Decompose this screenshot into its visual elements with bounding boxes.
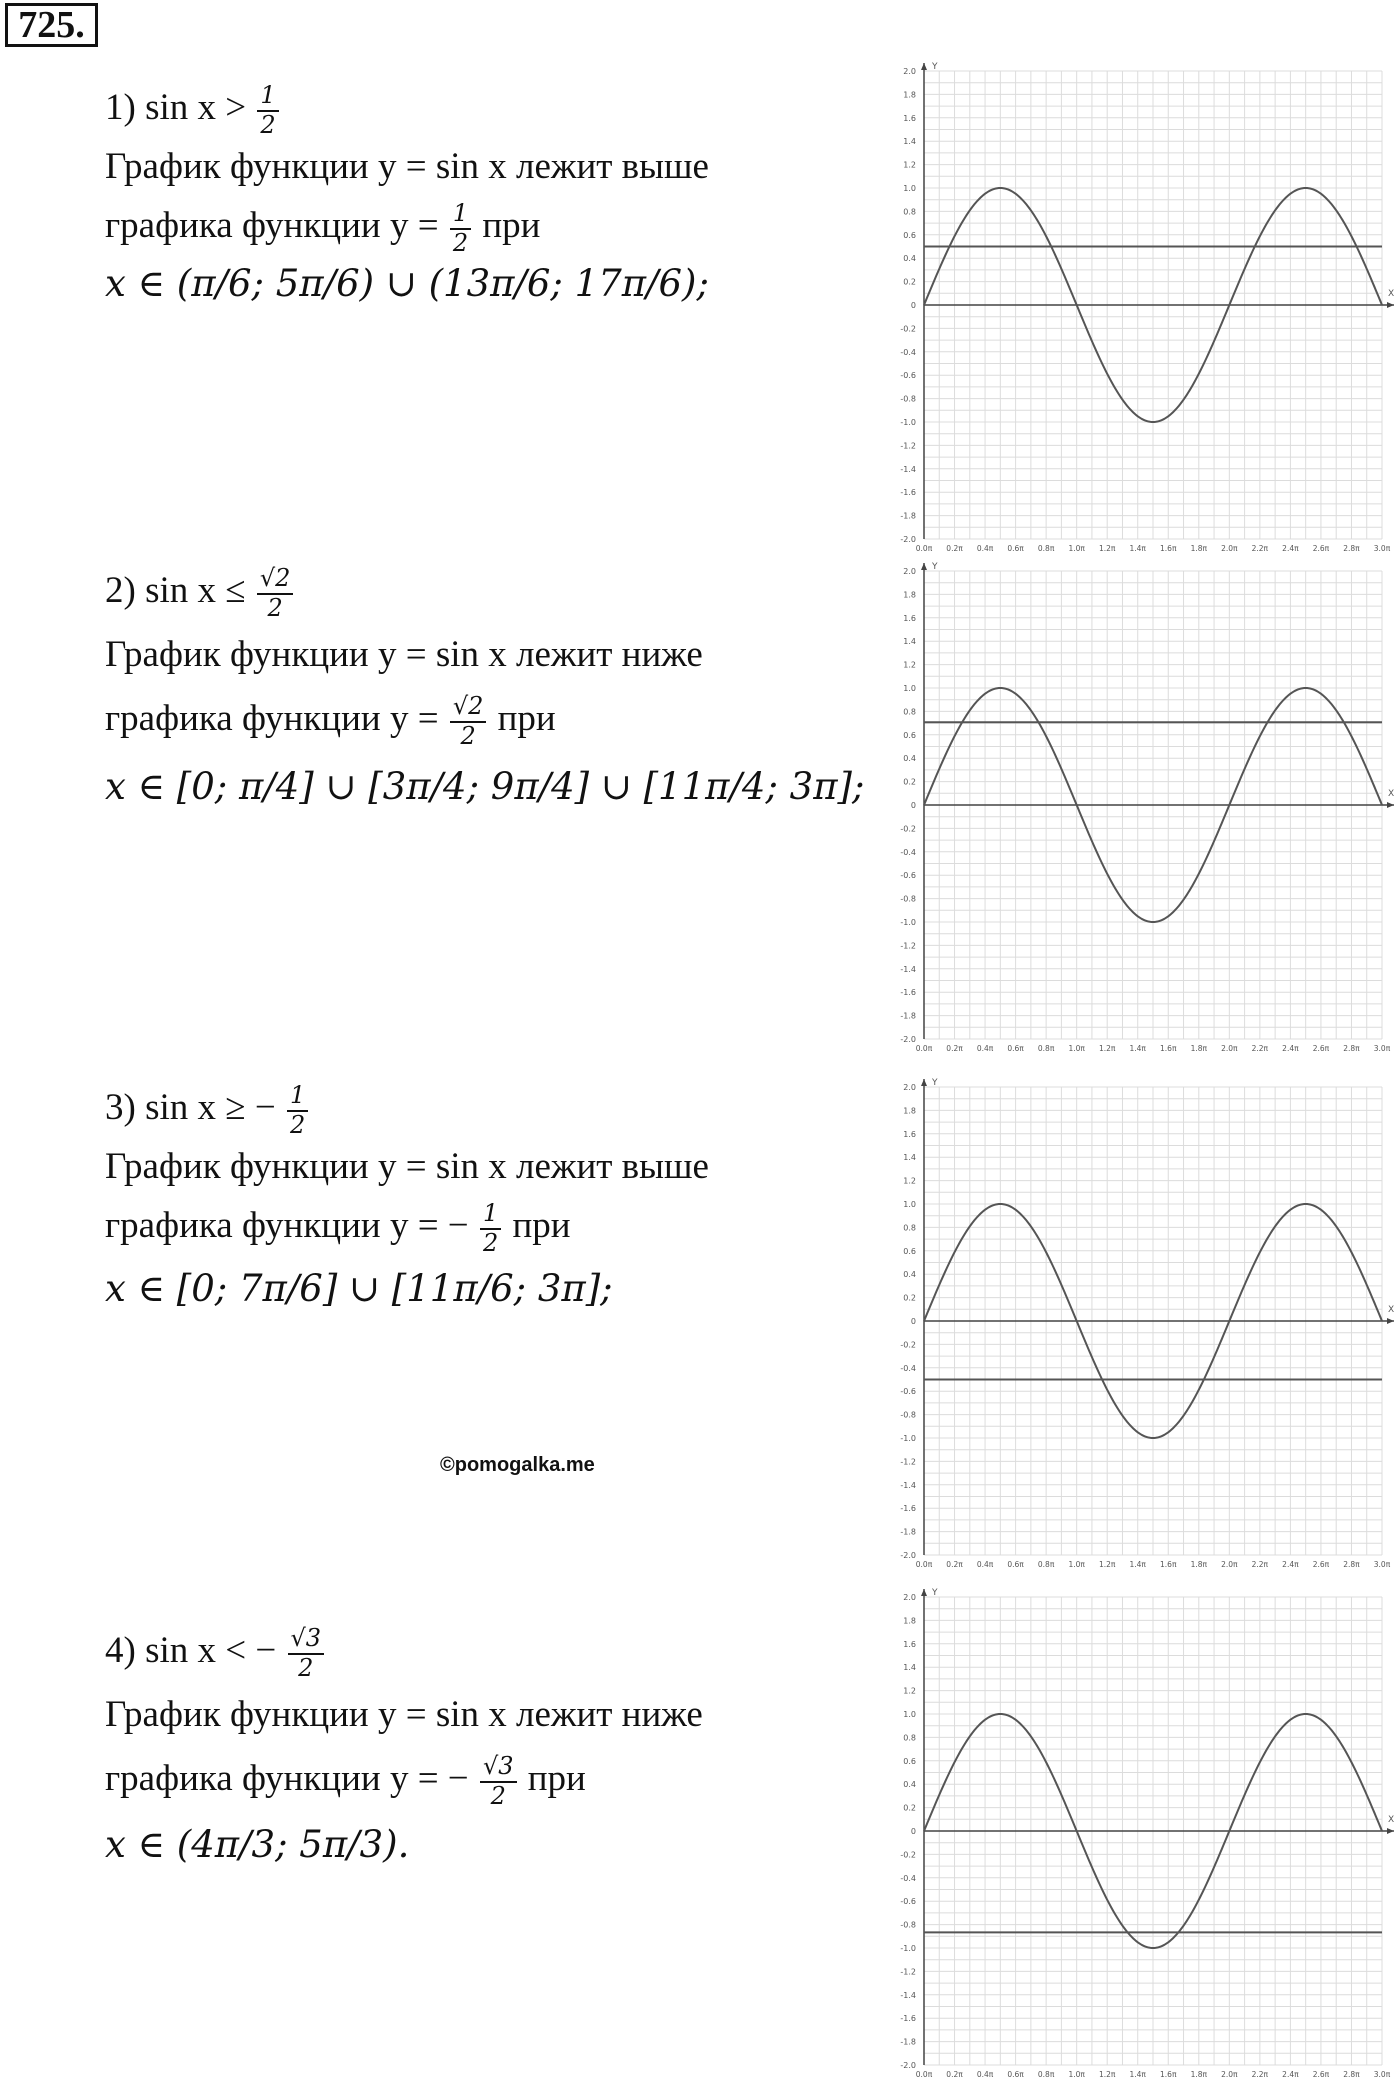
y-tick-label: -0.2: [900, 1340, 916, 1350]
y-axis-arrow: [921, 563, 927, 570]
y-axis-label: Y: [932, 562, 938, 572]
y-tick-label: -2.0: [900, 535, 916, 544]
x-axis-arrow: [1387, 802, 1394, 808]
x-tick-label: 3.0π: [1373, 1560, 1391, 1569]
y-tick-label: 0: [910, 801, 916, 810]
y-tick-label: -0.2: [900, 824, 916, 834]
y-tick-label: 0.4: [903, 754, 916, 764]
y-tick-label: 1.4: [903, 637, 916, 647]
x-tick-label: 0.0π: [915, 2070, 933, 2079]
x-tick-label: 2.4π: [1282, 1044, 1299, 1053]
x-tick-label: 0.0π: [915, 1044, 933, 1053]
x-tick-label: 2.0π: [1221, 1044, 1238, 1053]
y-tick-label: -0.4: [900, 847, 916, 857]
x-tick-label: 2.2π: [1251, 1560, 1269, 1569]
y-tick-label: -2.0: [900, 1035, 916, 1044]
x-tick-label: 1.2π: [1098, 2070, 1116, 2079]
y-tick-label: 1.6: [903, 1639, 916, 1649]
x-tick-label: 2.2π: [1251, 1044, 1269, 1053]
x-tick-label: 2.4π: [1282, 544, 1299, 553]
x-tick-label: 0.6π: [1007, 544, 1024, 553]
y-tick-label: -0.4: [900, 1363, 916, 1373]
y-axis-arrow: [921, 1589, 927, 1596]
x-tick-label: 1.6π: [1160, 1560, 1177, 1569]
y-tick-label: 0.6: [903, 230, 916, 240]
x-tick-label: 0.2π: [946, 1560, 963, 1569]
x-tick-label: 1.8π: [1190, 1044, 1208, 1053]
x-tick-label: 2.4π: [1282, 2070, 1299, 2079]
x-axis-label: X: [1388, 789, 1395, 799]
y-tick-label: -0.8: [900, 1920, 916, 1930]
y-tick-label: 0: [910, 1827, 916, 1836]
y-tick-label: 2.0: [903, 567, 916, 576]
y-axis-label: Y: [932, 1078, 938, 1088]
x-tick-label: 2.8π: [1343, 1044, 1360, 1053]
x-tick-label: 1.6π: [1160, 2070, 1177, 2079]
chart-3: [870, 1073, 1400, 1573]
x-tick-label: 0.8π: [1037, 2070, 1055, 2079]
x-tick-label: 0.6π: [1007, 1560, 1024, 1569]
problem-4-answer: x ∈ (4π/3; 5π/3).: [105, 1823, 410, 1866]
y-tick-label: 2.0: [903, 1593, 916, 1602]
y-tick-label: -1.6: [900, 2014, 916, 2024]
y-tick-label: 0.6: [903, 1246, 916, 1256]
chart-4: [870, 1583, 1400, 2083]
y-tick-label: 0.4: [903, 254, 916, 264]
y-tick-label: 1.2: [903, 1686, 916, 1696]
y-tick-label: -0.4: [900, 347, 916, 357]
y-tick-label: -2.0: [900, 1551, 916, 1560]
problem-2-answer: x ∈ [0; π/4] ∪ [3π/4; 9π/4] ∪ [11π/4; 3π];: [105, 765, 865, 808]
y-tick-label: -1.6: [900, 488, 916, 498]
x-tick-label: 1.0π: [1068, 1560, 1085, 1569]
y-tick-label: -0.8: [900, 394, 916, 404]
y-axis-label: Y: [932, 62, 938, 72]
y-tick-label: -1.2: [900, 441, 916, 451]
x-tick-label: 1.2π: [1098, 1044, 1116, 1053]
y-tick-label: -1.8: [900, 511, 916, 521]
x-tick-label: 1.4π: [1129, 1560, 1146, 1569]
x-tick-label: 1.4π: [1129, 2070, 1146, 2079]
y-tick-label: 1.4: [903, 137, 916, 147]
x-axis-arrow: [1387, 1828, 1394, 1834]
x-tick-label: 1.8π: [1190, 544, 1208, 553]
y-tick-label: -0.6: [900, 1387, 916, 1397]
x-tick-label: 1.4π: [1129, 1044, 1146, 1053]
y-tick-label: 0.8: [903, 1733, 916, 1743]
x-tick-label: 2.2π: [1251, 2070, 1269, 2079]
y-tick-label: 2.0: [903, 67, 916, 76]
y-tick-label: 1.8: [903, 1106, 916, 1116]
x-tick-label: 0.2π: [946, 1044, 963, 1053]
x-tick-label: 0.0π: [915, 1560, 933, 1569]
x-tick-label: 0.4π: [976, 1560, 994, 1569]
y-tick-label: 1.4: [903, 1153, 916, 1163]
y-tick-label: 1.6: [903, 1129, 916, 1139]
problem-2-text2: графика функции y = $\frac{√2}{2}$ при: [105, 692, 556, 750]
y-tick-label: -1.4: [900, 1480, 916, 1490]
problem-3-inequality: 3) sin x ≥ − $\frac{1}{2}$: [105, 1082, 310, 1139]
y-tick-label: -0.6: [900, 871, 916, 881]
y-axis-label: Y: [932, 1588, 938, 1598]
y-tick-label: -0.4: [900, 1873, 916, 1883]
y-tick-label: -1.0: [900, 1434, 916, 1443]
x-tick-label: 3.0π: [1373, 2070, 1391, 2079]
x-tick-label: 2.6π: [1312, 544, 1330, 553]
y-tick-label: 1.8: [903, 1616, 916, 1626]
x-tick-label: 2.8π: [1343, 544, 1360, 553]
problem-3-text2: графика функции y = − $\frac{1}{2}$ при: [105, 1199, 571, 1257]
chart-1: [870, 57, 1400, 557]
y-tick-label: 1.2: [903, 660, 916, 670]
y-tick-label: 0.8: [903, 707, 916, 717]
problem-3-answer: x ∈ [0; 7π/6] ∪ [11π/6; 3π];: [105, 1267, 613, 1310]
y-tick-label: 1.8: [903, 90, 916, 100]
x-axis-arrow: [1387, 302, 1394, 308]
y-tick-label: -1.0: [900, 1944, 916, 1953]
x-tick-label: 1.4π: [1129, 544, 1146, 553]
y-tick-label: -1.4: [900, 1990, 916, 2000]
y-tick-label: 1.6: [903, 113, 916, 123]
y-tick-label: -0.6: [900, 371, 916, 381]
problem-1-text2: графика функции y = $\frac{1}{2}$ при: [105, 199, 541, 257]
y-axis-arrow: [921, 63, 927, 70]
x-tick-label: 1.8π: [1190, 1560, 1208, 1569]
x-tick-label: 1.6π: [1160, 544, 1177, 553]
problem-1-text1: График функции y = sin x лежит выше: [105, 146, 709, 187]
y-tick-label: -2.0: [900, 2061, 916, 2070]
x-tick-label: 0.4π: [976, 544, 994, 553]
y-tick-label: 1.0: [903, 684, 916, 693]
chart-2: [870, 557, 1400, 1057]
y-tick-label: -1.0: [900, 918, 916, 927]
x-axis-label: X: [1388, 1305, 1395, 1315]
y-axis-arrow: [921, 1079, 927, 1086]
y-tick-label: 0.4: [903, 1780, 916, 1790]
x-tick-label: 0.8π: [1037, 544, 1055, 553]
y-tick-label: -1.6: [900, 988, 916, 998]
chart-2-svg: [870, 557, 1400, 1057]
x-tick-label: 1.6π: [1160, 1044, 1177, 1053]
x-tick-label: 3.0π: [1373, 1044, 1391, 1053]
y-tick-label: -1.0: [900, 418, 916, 427]
x-axis-arrow: [1387, 1318, 1394, 1324]
y-tick-label: 1.0: [903, 1200, 916, 1209]
problem-2-text1: График функции y = sin x лежит ниже: [105, 634, 703, 675]
x-tick-label: 2.6π: [1312, 1560, 1330, 1569]
y-tick-label: -1.6: [900, 1504, 916, 1514]
y-tick-label: 1.8: [903, 590, 916, 600]
y-tick-label: -0.6: [900, 1897, 916, 1907]
x-tick-label: 2.8π: [1343, 1560, 1360, 1569]
y-tick-label: 1.2: [903, 160, 916, 170]
x-tick-label: 2.6π: [1312, 1044, 1330, 1053]
problem-4-text1: График функции y = sin x лежит ниже: [105, 1694, 703, 1735]
y-tick-label: 1.6: [903, 613, 916, 623]
y-tick-label: 0.2: [903, 1293, 916, 1303]
watermark: ©pomogalka.me: [440, 1454, 595, 1476]
x-tick-label: 1.2π: [1098, 544, 1116, 553]
problem-1-answer: x ∈ (π/6; 5π/6) ∪ (13π/6; 17π/6);: [105, 262, 709, 305]
y-tick-label: 0.8: [903, 207, 916, 217]
y-tick-label: 0: [910, 301, 916, 310]
problem-3-text1: График функции y = sin x лежит выше: [105, 1146, 709, 1187]
x-tick-label: 2.0π: [1221, 544, 1238, 553]
x-tick-label: 0.6π: [1007, 2070, 1024, 2079]
problem-4-inequality: 4) sin x < − $\frac{√3}{2}$: [105, 1625, 326, 1682]
x-tick-label: 1.0π: [1068, 544, 1085, 553]
x-tick-label: 0.4π: [976, 1044, 994, 1053]
y-tick-label: 0.2: [903, 277, 916, 287]
x-tick-label: 2.6π: [1312, 2070, 1330, 2079]
y-tick-label: -1.4: [900, 464, 916, 474]
y-tick-label: 1.0: [903, 184, 916, 193]
y-tick-label: 0: [910, 1317, 916, 1326]
y-tick-label: 0.2: [903, 1803, 916, 1813]
x-tick-label: 2.0π: [1221, 2070, 1238, 2079]
y-tick-label: -1.8: [900, 1527, 916, 1537]
x-tick-label: 1.2π: [1098, 1560, 1116, 1569]
x-tick-label: 2.8π: [1343, 2070, 1360, 2079]
y-tick-label: -0.8: [900, 894, 916, 904]
y-tick-label: 0.6: [903, 730, 916, 740]
x-tick-label: 0.8π: [1037, 1044, 1055, 1053]
y-tick-label: 0.2: [903, 777, 916, 787]
y-tick-label: 2.0: [903, 1083, 916, 1092]
y-tick-label: -1.4: [900, 964, 916, 974]
x-tick-label: 0.8π: [1037, 1560, 1055, 1569]
y-tick-label: -1.8: [900, 2037, 916, 2047]
problem-4-text2: графика функции y = − $\frac{√3}{2}$ при: [105, 1752, 586, 1810]
x-tick-label: 0.0π: [915, 544, 933, 553]
y-tick-label: -0.2: [900, 324, 916, 334]
chart-1-svg: [870, 57, 1400, 557]
x-tick-label: 2.0π: [1221, 1560, 1238, 1569]
x-axis-label: X: [1388, 289, 1395, 299]
x-tick-label: 0.4π: [976, 2070, 994, 2079]
x-tick-label: 1.0π: [1068, 1044, 1085, 1053]
y-tick-label: -1.2: [900, 1457, 916, 1467]
x-tick-label: 3.0π: [1373, 544, 1391, 553]
y-tick-label: 0.6: [903, 1756, 916, 1766]
x-tick-label: 0.2π: [946, 2070, 963, 2079]
y-tick-label: 0.8: [903, 1223, 916, 1233]
x-tick-label: 1.0π: [1068, 2070, 1085, 2079]
y-tick-label: -0.8: [900, 1410, 916, 1420]
y-tick-label: 0.4: [903, 1270, 916, 1280]
y-tick-label: 1.4: [903, 1663, 916, 1673]
task-number: 725.: [5, 3, 98, 47]
x-axis-label: X: [1388, 1815, 1395, 1825]
x-tick-label: 1.8π: [1190, 2070, 1208, 2079]
y-tick-label: -1.2: [900, 1967, 916, 1977]
y-tick-label: 1.2: [903, 1176, 916, 1186]
x-tick-label: 2.2π: [1251, 544, 1269, 553]
y-tick-label: -1.2: [900, 941, 916, 951]
problem-1-inequality: 1) sin x > $\frac{1}{2}$: [105, 82, 281, 139]
chart-3-svg: [870, 1073, 1400, 1573]
x-tick-label: 0.2π: [946, 544, 963, 553]
x-tick-label: 0.6π: [1007, 1044, 1024, 1053]
y-tick-label: -0.2: [900, 1850, 916, 1860]
y-tick-label: 1.0: [903, 1710, 916, 1719]
x-tick-label: 2.4π: [1282, 1560, 1299, 1569]
problem-2-inequality: 2) sin x ≤ $\frac{√2}{2}$: [105, 565, 295, 622]
chart-4-svg: [870, 1583, 1400, 2083]
y-tick-label: -1.8: [900, 1011, 916, 1021]
